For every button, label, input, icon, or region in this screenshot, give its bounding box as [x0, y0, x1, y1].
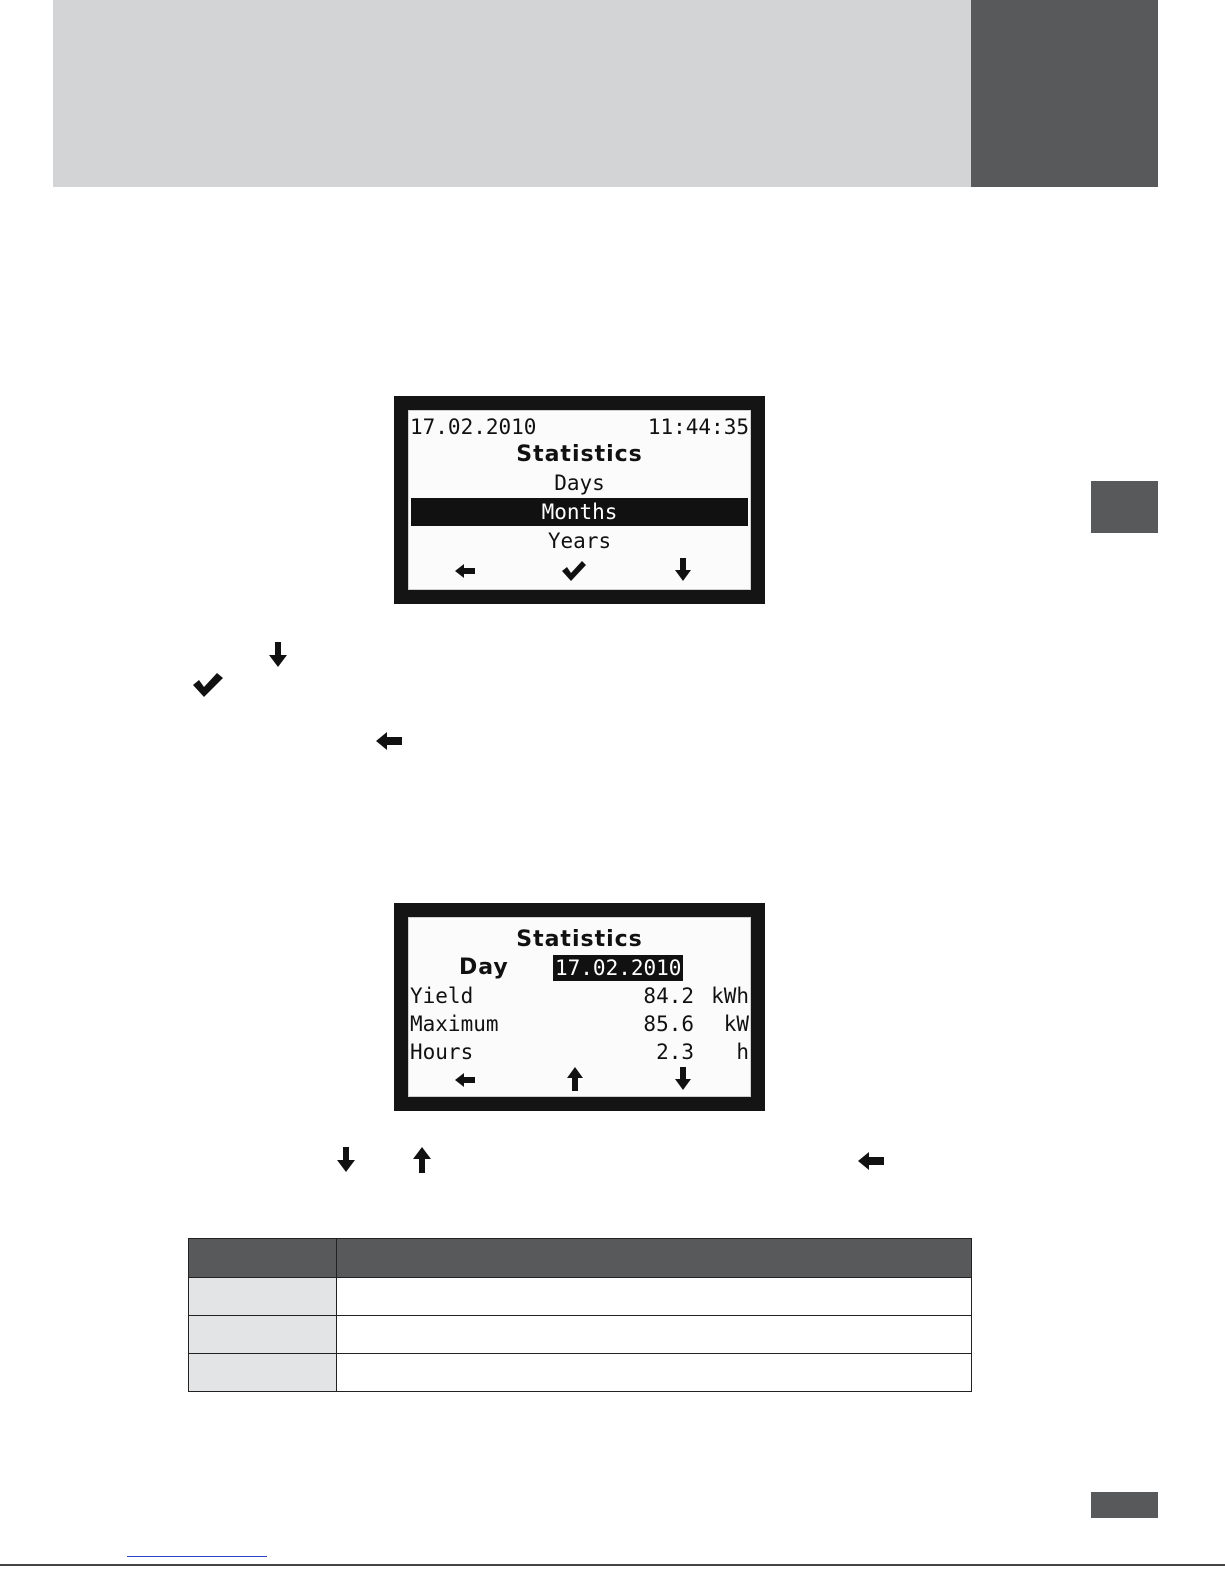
table-cell: [189, 1354, 337, 1392]
link-underline: [127, 1556, 267, 1557]
day-row: [409, 954, 750, 982]
status-row: [409, 413, 750, 441]
table-cell: [337, 1354, 972, 1392]
table-header-row: [189, 1239, 972, 1278]
check-icon: [192, 671, 224, 699]
chapter-tab: [971, 0, 1158, 187]
stat-unit: h: [736, 1040, 749, 1064]
page-number-tab: [1091, 1492, 1158, 1518]
table-header-cell: [337, 1239, 972, 1278]
stat-value: 85.6: [643, 1012, 694, 1036]
stat-value: 2.3: [656, 1040, 694, 1064]
header-band: [53, 0, 971, 187]
table-row: [189, 1354, 972, 1392]
arrow-down-icon[interactable]: [671, 557, 695, 581]
lcd-display-statistics-menu: [394, 396, 765, 604]
table-cell: [189, 1278, 337, 1316]
arrow-down-icon[interactable]: [671, 1066, 695, 1090]
stat-unit: kWh: [711, 984, 749, 1008]
menu-item-months[interactable]: Months: [411, 498, 748, 526]
arrow-left-icon[interactable]: [453, 559, 477, 583]
table-cell: [337, 1278, 972, 1316]
arrow-left-icon[interactable]: [453, 1068, 477, 1092]
stat-row-hours: [409, 1038, 750, 1066]
arrow-up-icon: [410, 1146, 434, 1174]
lcd-screen: [408, 410, 751, 590]
arrow-left-icon: [374, 727, 404, 755]
day-value[interactable]: 17.02.2010: [555, 956, 682, 980]
table-cell: [189, 1316, 337, 1354]
stat-value: 84.2: [643, 984, 694, 1008]
table-row: [189, 1316, 972, 1354]
stat-row-yield: [409, 982, 750, 1010]
lcd-display-statistics-day: [394, 903, 765, 1111]
check-icon[interactable]: [561, 559, 585, 583]
stat-label: Hours: [410, 1040, 474, 1064]
stat-unit: kW: [723, 1012, 749, 1036]
day-label: Day: [459, 955, 509, 980]
table-row: [189, 1278, 972, 1316]
arrow-down-icon: [334, 1146, 358, 1174]
display-time: 11:44:35: [647, 415, 749, 439]
arrow-down-icon: [266, 641, 290, 669]
day-screen-title: Statistics: [516, 927, 643, 952]
statistics-table: [188, 1238, 972, 1392]
menu-title: Statistics: [516, 442, 643, 467]
lcd-screen: [408, 917, 751, 1097]
menu-item-days[interactable]: Days: [554, 471, 605, 495]
table-cell: [337, 1316, 972, 1354]
stat-label: Yield: [410, 984, 474, 1008]
footer-rule: [0, 1564, 1225, 1566]
side-section-tab: [1091, 481, 1158, 533]
menu-item-years[interactable]: Years: [547, 529, 612, 553]
display-date: 17.02.2010: [410, 415, 537, 439]
stat-row-maximum: [409, 1010, 750, 1038]
arrow-up-icon[interactable]: [563, 1066, 587, 1090]
arrow-left-icon: [856, 1147, 886, 1175]
table-header-cell: [189, 1239, 337, 1278]
stat-label: Maximum: [410, 1012, 499, 1036]
